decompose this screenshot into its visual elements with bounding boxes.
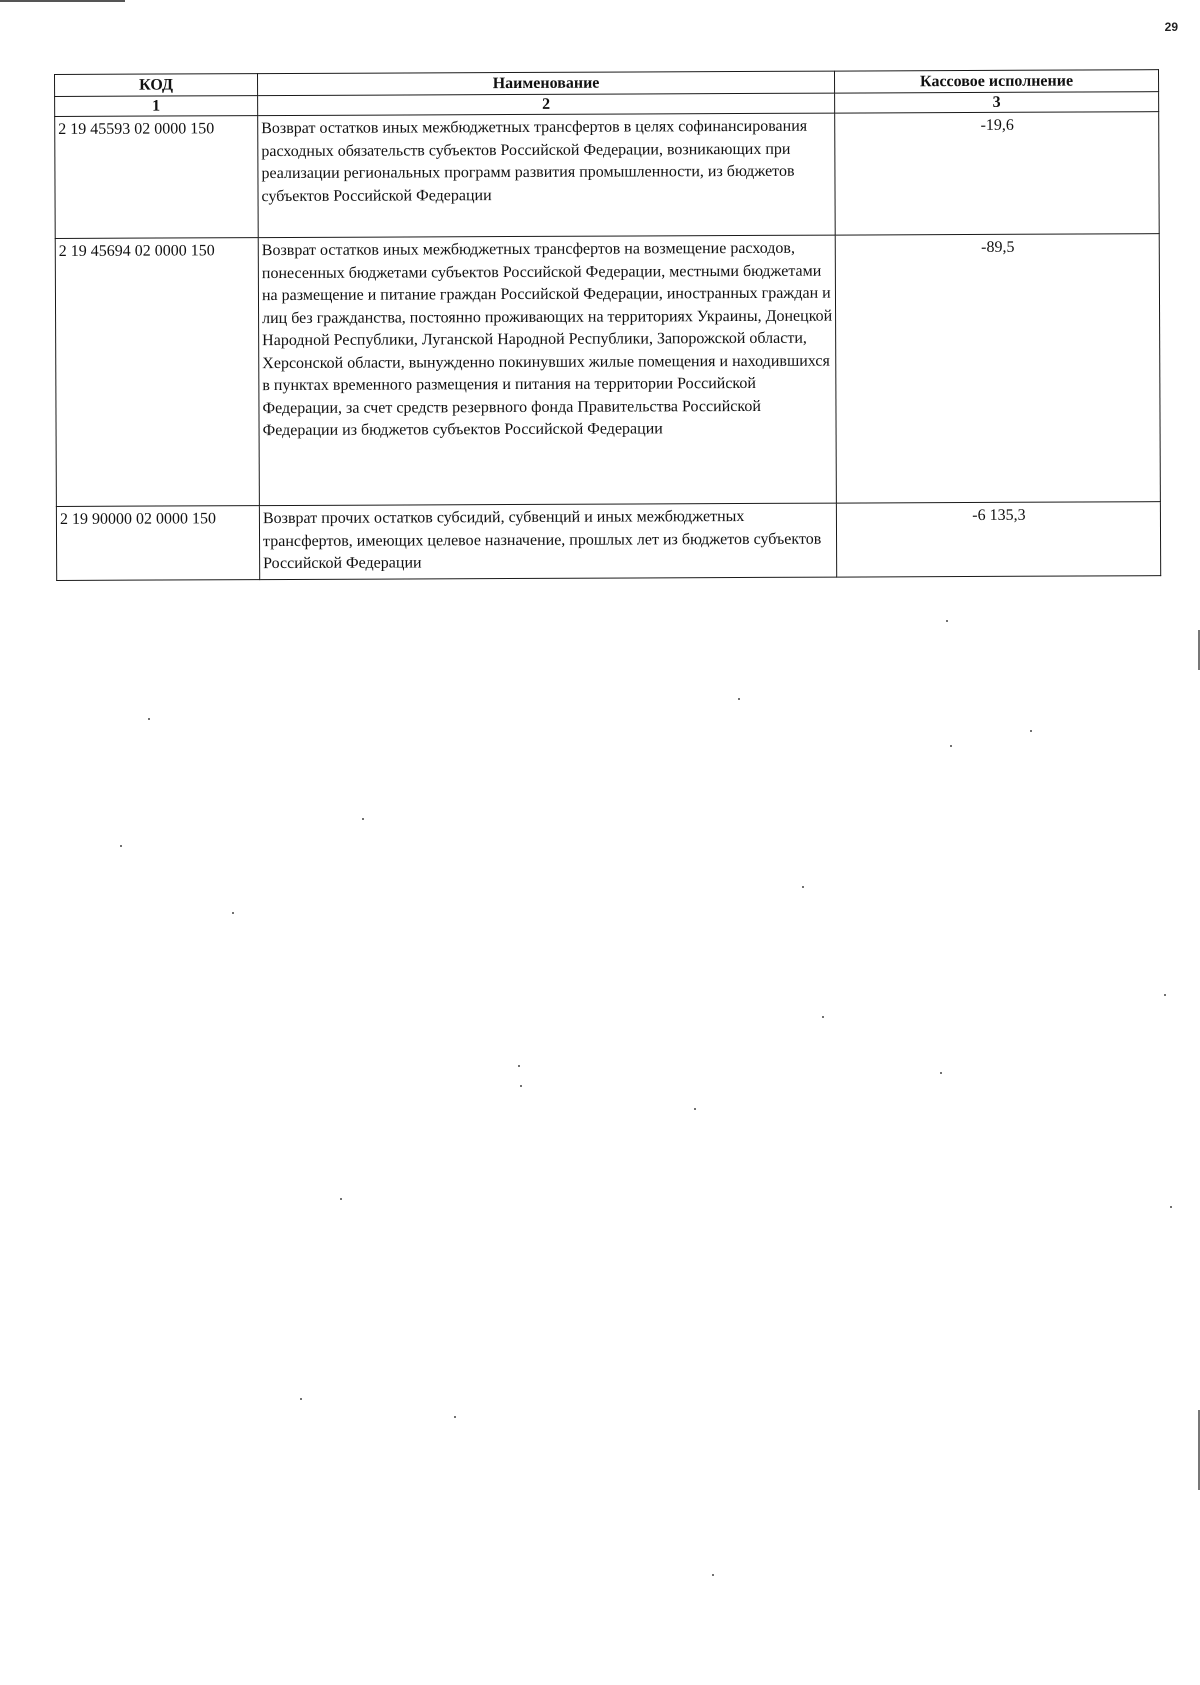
scan-speck	[148, 718, 150, 720]
scan-speck	[1164, 994, 1166, 996]
scan-speck	[1030, 730, 1032, 732]
scan-speck	[712, 1574, 714, 1576]
scan-speck	[362, 818, 364, 820]
scan-speck	[1170, 1206, 1172, 1208]
row-name: Возврат остатков иных межбюджетных трансфертов на возмещение расходов, понесенных бюджетами субъектов Российской Федерации, местными бюджетами на размещение и питание граждан Российской Федерации, иностранных граждан и лиц без гражданства, постоянно проживающих на территориях Украины, Донецкой Народной Республики, Луганской Народной Республики, Запорожской области, Херсонской области, вынужденно покинувших жилые помещения и находившихся в пунктах временного размещения и питания на территории Российской Федерации, за счет средств резервного фонда Правительства Российской Федерации из бюджетов субъектов Российской Федерации	[258, 235, 836, 506]
scan-speck	[802, 886, 804, 888]
page-number: 29	[1164, 20, 1178, 34]
report-table-container	[54, 69, 1160, 580]
column-number-code: 1	[55, 96, 258, 117]
header-code: КОД	[55, 74, 258, 97]
row-name: Возврат остатков иных межбюджетных трансфертов в целях софинансирования расходных обязательств субъектов Российской Федерации, возникающих при реализации региональных программ развития промышленности, из бюджетов субъектов Российской Федерации	[258, 113, 836, 238]
table-row	[55, 112, 1160, 239]
scan-speck	[518, 1065, 520, 1067]
header-amount: Кассовое исполнение	[834, 70, 1158, 93]
scan-speck	[520, 1085, 522, 1087]
row-code: 2 19 90000 02 0000 150	[56, 506, 259, 580]
table-row	[55, 234, 1160, 507]
scan-edge-mark	[0, 0, 125, 2]
scan-speck	[694, 1108, 696, 1110]
column-number-amount: 3	[835, 92, 1159, 113]
row-name: Возврат прочих остатков субсидий, субвенций и иных межбюджетных трансфертов, имеющих целевое назначение, прошлых лет из бюджетов субъектов Российской Федерации	[259, 503, 836, 579]
scan-speck	[950, 745, 952, 747]
budget-returns-table	[54, 69, 1161, 580]
row-amount: -89,5	[835, 234, 1160, 503]
scan-speck	[454, 1416, 456, 1418]
header-name: Наименование	[258, 71, 835, 96]
column-number-name: 2	[258, 93, 835, 116]
scan-speck	[340, 1198, 342, 1200]
scan-speck	[232, 912, 234, 914]
scan-speck	[946, 620, 948, 622]
scan-speck	[300, 1398, 302, 1400]
scan-speck	[940, 1072, 942, 1074]
row-code: 2 19 45694 02 0000 150	[55, 238, 259, 507]
row-amount: -6 135,3	[836, 502, 1160, 577]
scan-speck	[738, 698, 740, 700]
scan-speck	[120, 845, 122, 847]
row-amount: -19,6	[835, 112, 1160, 235]
table-row	[56, 502, 1160, 580]
scan-speck	[822, 1016, 824, 1018]
row-code: 2 19 45593 02 0000 150	[55, 116, 259, 239]
